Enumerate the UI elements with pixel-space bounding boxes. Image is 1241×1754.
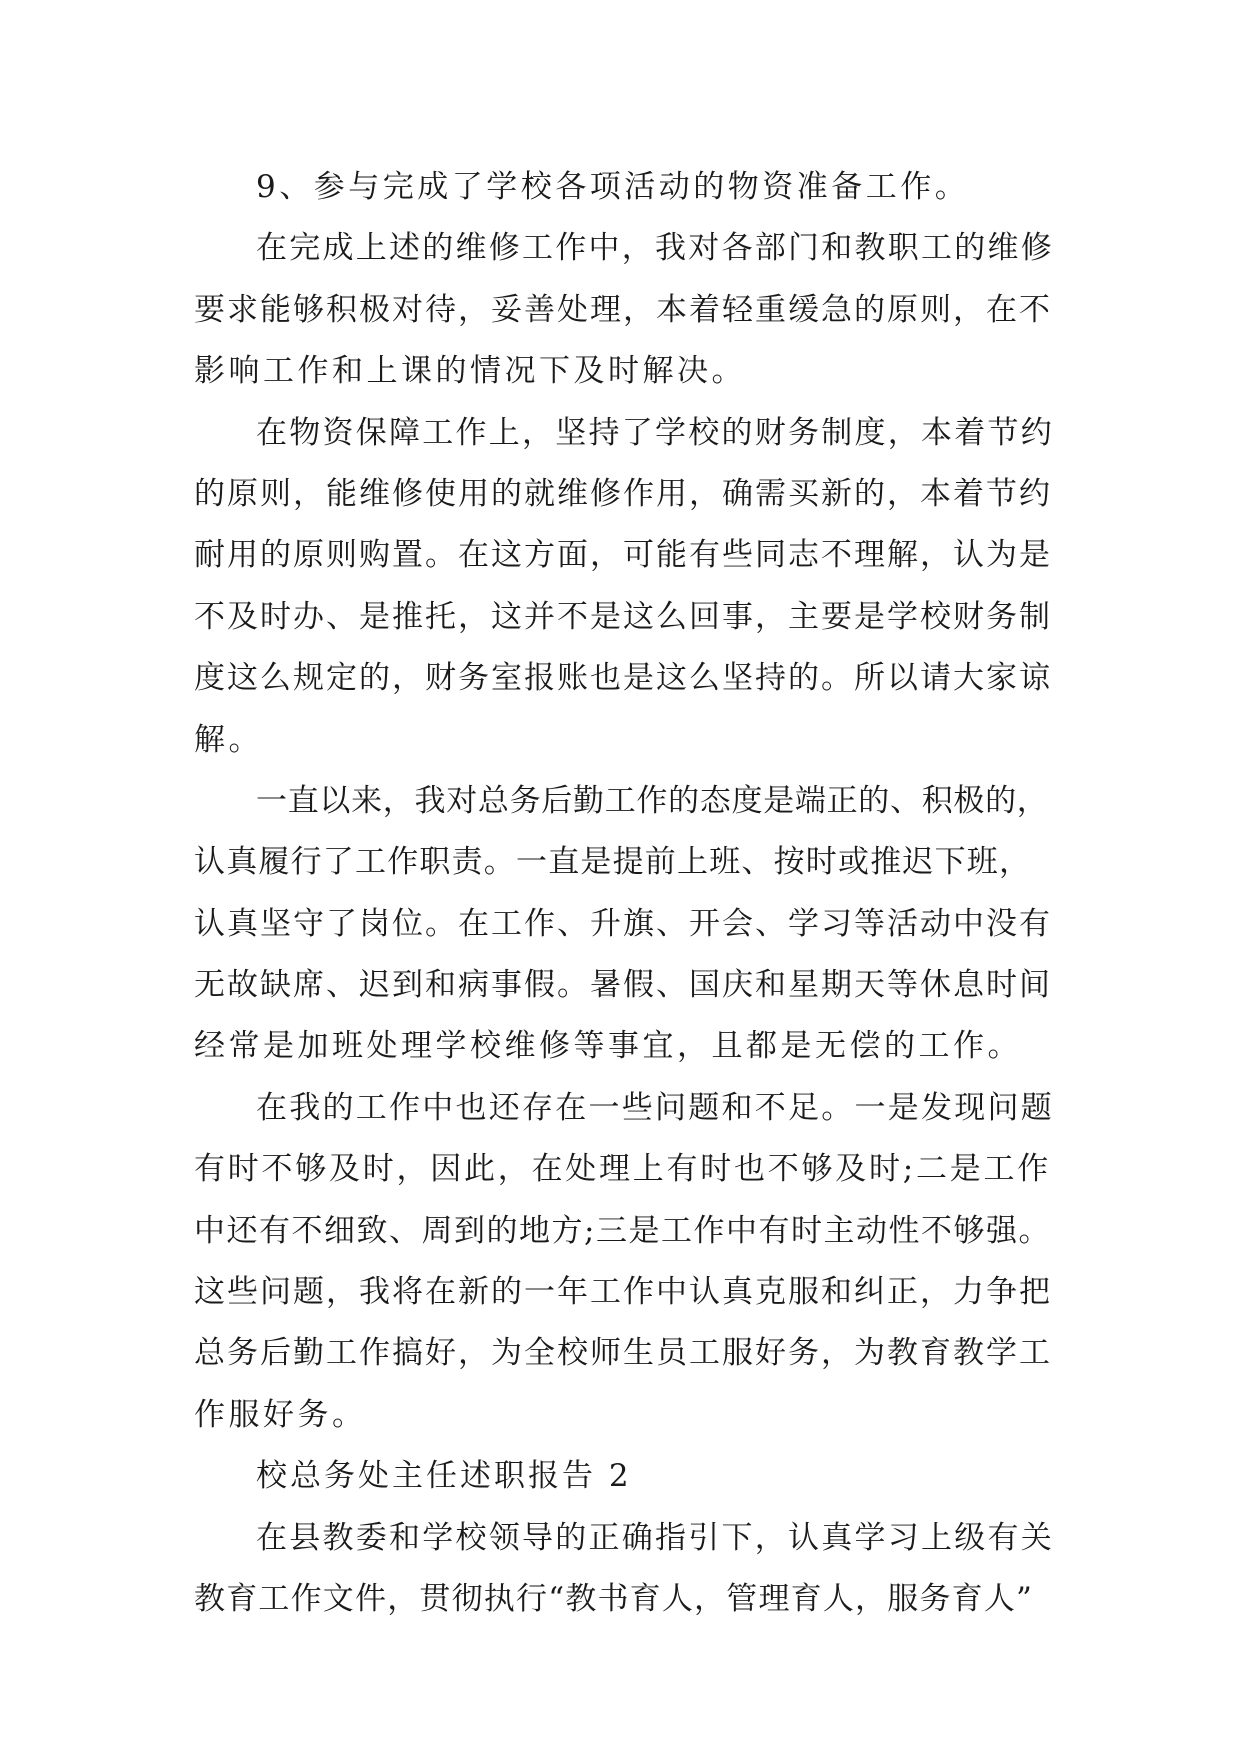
paragraph-line: 要求能够积极对待，妥善处理，本着轻重缓急的原则，在不 [194, 291, 1052, 328]
paragraph-line: 在物资保障工作上，坚持了学校的财务制度，本着节约 [256, 414, 1054, 451]
paragraph-line: 总务后勤工作搞好，为全校师生员工服好务，为教育教学工 [194, 1335, 1052, 1372]
paragraph-line: 无故缺席、迟到和病事假。暑假、国庆和星期天等休息时间 [194, 967, 1052, 1004]
paragraph-line: 认真坚守了岗位。在工作、升旗、开会、学习等活动中没有 [194, 905, 1052, 942]
paragraph-line: 耐用的原则购置。在这方面，可能有些同志不理解，认为是 [194, 537, 1052, 574]
paragraph-line: 一直以来，我对总务后勤工作的态度是端正的、积极的， [256, 782, 1049, 819]
section-heading: 校总务处主任述职报告 2 [256, 1458, 632, 1495]
paragraph-line: 在县教委和学校领导的正确指引下，认真学习上级有关 [256, 1519, 1054, 1556]
paragraph-line: 的原则，能维修使用的就维修作用，确需买新的，本着节约 [194, 475, 1052, 512]
paragraph-line: 9、参与完成了学校各项活动的物资准备工作。 [256, 169, 970, 205]
paragraph-line: 作服好务。 [194, 1396, 367, 1433]
paragraph-line: 中还有不细致、周到的地方;三是工作中有时主动性不够强。 [194, 1212, 1051, 1249]
paragraph-line: 在完成上述的维修工作中，我对各部门和教职工的维修 [256, 230, 1054, 267]
document-body [194, 157, 1054, 1630]
paragraph-line: 在我的工作中也还存在一些问题和不足。一是发现问题 [256, 1089, 1054, 1126]
paragraph-line: 认真履行了工作职责。一直是提前上班、按时或推迟下班， [194, 844, 1032, 881]
paragraph-line: 不及时办、是推托，这并不是这么回事，主要是学校财务制 [194, 598, 1052, 635]
paragraph-line: 有时不够及时，因此，在处理上有时也不够及时;二是工作 [194, 1151, 1051, 1188]
paragraph-line: 经常是加班处理学校维修等事宜，且都是无偿的工作。 [194, 1028, 1022, 1065]
paragraph-line: 教育工作文件，贯彻执行“教书育人，管理育人，服务育人” [194, 1580, 1034, 1617]
paragraph-line: 度这么规定的，财务室报账也是这么坚持的。所以请大家谅 [194, 660, 1052, 697]
paragraph-line: 这些问题，我将在新的一年工作中认真克服和纠正，力争把 [194, 1274, 1052, 1311]
paragraph-line: 解。 [194, 721, 263, 758]
paragraph-line: 影响工作和上课的情况下及时解决。 [194, 353, 746, 390]
